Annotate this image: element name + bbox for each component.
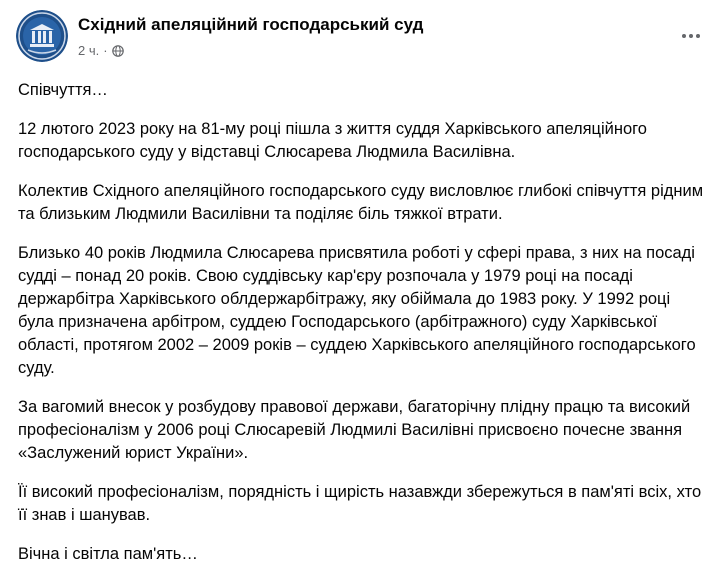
post-body xyxy=(18,79,709,582)
more-options-icon xyxy=(682,34,700,38)
post-paragraph: Її високий професіоналізм, порядність і щирість назавжди збережуться в пам'яті всіх, хто її знав і шанував. xyxy=(18,483,702,524)
post-paragraph: За вагомий внесок у розбудову правової держави, багаторічну плідну працю та високий професіоналізм у 2006 році Слюсаревій Людмилі Василівні присвоєно почесне звання «Заслужений юрист України». xyxy=(18,398,691,462)
post-header xyxy=(16,10,709,62)
post-paragraph: Вічна і світла пам'ять… xyxy=(18,545,198,563)
post-paragraph: Близько 40 років Людмила Слюсарева присвятила роботі у сфері права, з них на посаді судді – понад 20 років. Свою суддівську кар'єру розпочала у 1979 році на посаді держарбітра Харківського облдержарбітражу, яку обіймала до 1983 року. У 1992 році була призначена арбітром, суддею Господарського (арбітражного) суду Харківської області, протягом 2002 – 2009 років – суддею Харківського апеляційного господарського суду. xyxy=(18,244,696,377)
court-emblem-icon xyxy=(16,10,68,62)
globe-icon[interactable] xyxy=(112,45,124,57)
post-paragraph: Співчуття… xyxy=(18,81,108,99)
post-paragraph: 12 лютого 2023 року на 81-му році пішла з життя суддя Харківського апеляційного господарського суду у відставці Слюсарева Людмила Василівна. xyxy=(18,120,647,161)
post-paragraph: Колектив Східного апеляційного господарського суду висловлює глибокі співчуття рідним та близьким Людмили Василівни та поділяє біль тяжкої втрати. xyxy=(18,182,704,223)
post-meta xyxy=(78,43,124,58)
page-avatar[interactable] xyxy=(16,10,68,62)
post-timestamp[interactable]: 2 ч. xyxy=(78,43,100,58)
more-options-button[interactable] xyxy=(673,18,709,54)
meta-separator: · xyxy=(103,43,108,58)
page-name[interactable]: Східний апеляційний господарський суд xyxy=(78,15,424,34)
